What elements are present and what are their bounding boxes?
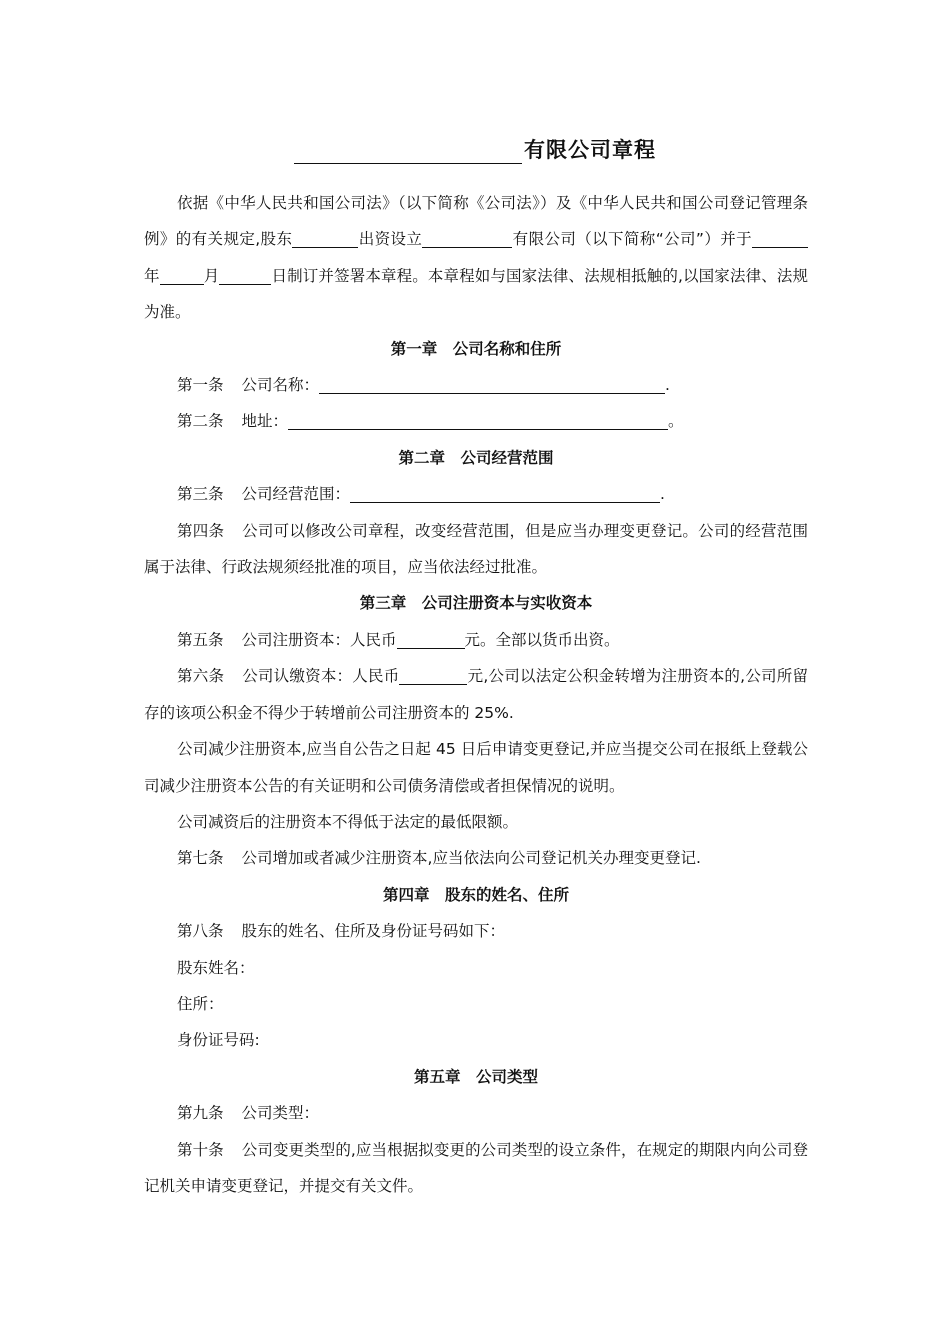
article-9: 第九条 公司类型： xyxy=(177,1104,320,1123)
article-2: 第二条 地址： 。 xyxy=(144,403,808,439)
subscribed-capital-field xyxy=(399,662,467,685)
article-4: 第四条 公司可以修改公司章程，改变经营范围，但是应当办理变更登记。公司的经营范围属于法律、行政法规须经批准的项目，应当依法经过批准。 xyxy=(144,521,808,577)
shareholder-name-label: 股东姓名： xyxy=(177,958,255,977)
article-1: 第一条 公司名称： . xyxy=(144,367,808,403)
shareholder-blank xyxy=(292,225,358,248)
company-name-blank xyxy=(294,141,522,164)
business-scope-field xyxy=(350,480,660,503)
chapter-2-heading: 第二章 公司经营范围 xyxy=(398,448,554,467)
article-8: 第八条 股东的姓名、住所及身份证号码如下： xyxy=(177,922,506,941)
document-body xyxy=(144,185,808,1204)
article-3: 第三条 公司经营范围： . xyxy=(144,476,808,512)
day-blank xyxy=(219,262,271,285)
capital-reduction-paragraph: 公司减少注册资本,应当自公告之日起 45 日后申请变更登记,并应当提交公司在报纸上登载公司减少注册资本公告的有关证明和公司债务清偿或者担保情况的说明。 xyxy=(144,740,808,795)
registered-capital-field xyxy=(397,626,465,649)
company-name-field xyxy=(319,371,665,394)
month-blank xyxy=(160,262,204,285)
article-6: 第六条 公司认缴资本：人民币 元,公司以法定公积金转增为注册资本的,公司所留存的该项公积金不得少于转增前公司注册资本的 25%. xyxy=(144,658,808,731)
company-blank xyxy=(422,225,512,248)
address-field xyxy=(288,407,668,430)
document-title: 有限公司章程 xyxy=(0,134,950,164)
article-10: 第十条 公司变更类型的,应当根据拟变更的公司类型的设立条件，在规定的期限内向公司登记机关申请变更登记，并提交有关文件。 xyxy=(144,1140,808,1195)
article-7: 第七条 公司增加或者减少注册资本,应当依法向公司登记机关办理变更登记. xyxy=(177,849,701,868)
preamble-paragraph: 依据《中华人民共和国公司法》（以下简称《公司法》）及《中华人民共和国公司登记管理条例》的有关规定,股东 出资设立 有限公司（以下简称“公司”）并于年 月 日制订并签署本章程。本章程如与国家法律、法规相抵触的,以国家法律、法规为准。 xyxy=(144,194,808,322)
year-blank xyxy=(752,225,808,248)
article-5: 第五条 公司注册资本：人民币 元。全部以货币出资。 xyxy=(144,622,808,658)
shareholder-address-label: 住所： xyxy=(177,994,224,1013)
shareholder-id-label: 身份证号码: xyxy=(177,1031,260,1050)
chapter-5-heading: 第五章 公司类型 xyxy=(413,1067,538,1086)
chapter-1-heading: 第一章 公司名称和住所 xyxy=(390,339,562,358)
chapter-4-heading: 第四章 股东的姓名、住所 xyxy=(382,885,569,904)
chapter-3-heading: 第三章 公司注册资本与实收资本 xyxy=(359,594,593,613)
minimum-capital-paragraph: 公司减资后的注册资本不得低于法定的最低限额。 xyxy=(177,812,519,831)
